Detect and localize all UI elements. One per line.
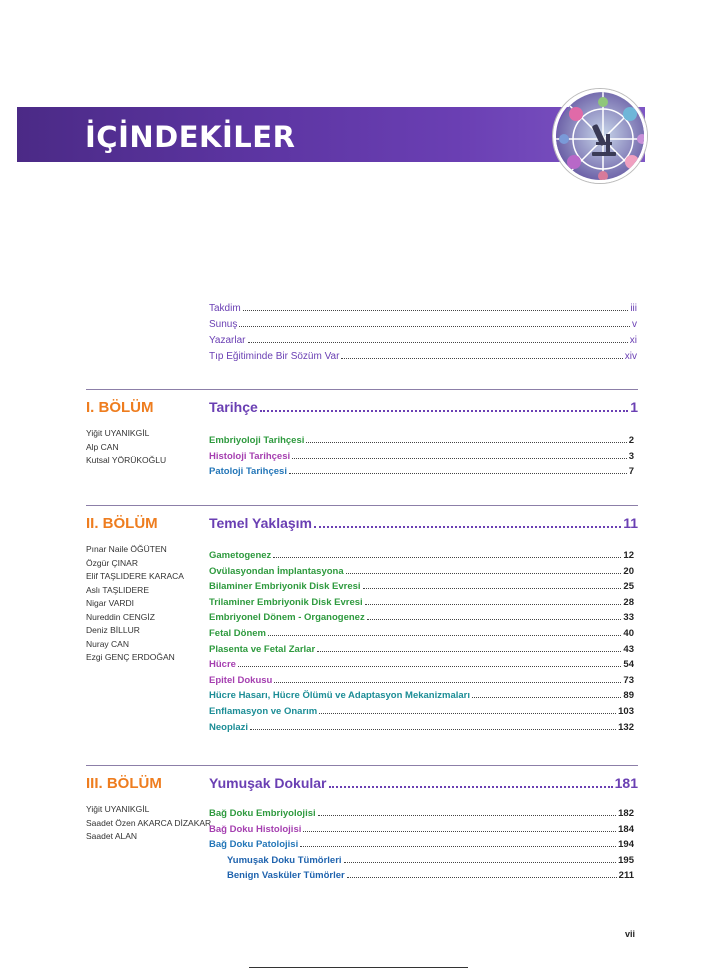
author-name: Kutsal YÖRÜKOĞLU <box>86 455 167 465</box>
front-matter-list <box>209 303 637 367</box>
section-title[interactable] <box>209 399 638 416</box>
toc-entry-page: 2 <box>628 435 634 446</box>
author-name: Ezgi GENÇ ERDOĞAN <box>86 652 175 662</box>
toc-entry[interactable] <box>209 597 634 613</box>
toc-entry-page: 25 <box>623 581 634 593</box>
dot-leader <box>346 573 622 574</box>
author-name: Özgür ÇINAR <box>86 557 138 568</box>
toc-entry-label: Trilaminer Embriyonik Disk Evresi <box>209 596 363 608</box>
toc-entry[interactable] <box>209 675 634 691</box>
toc-entry-label: Plasenta ve Fetal Zarlar <box>209 643 316 655</box>
toc-entry-page: 103 <box>618 705 634 717</box>
toc-entry-page: 28 <box>623 596 634 608</box>
toc-entry-label: Enflamasyon ve Onarım <box>209 705 318 717</box>
toc-entry-label: Hücre <box>209 659 236 671</box>
toc-entry-label: Embriyonel Dönem - Organogenez <box>209 612 365 624</box>
dot-leader <box>289 473 627 474</box>
toc-entry[interactable] <box>209 566 634 582</box>
section-authors <box>86 803 211 844</box>
author-name: Nigar VARDI <box>86 598 135 608</box>
toc-entry-page: iii <box>630 303 637 314</box>
toc-entry-label: Benign Vasküler Tümörler <box>227 870 345 882</box>
section-authors <box>86 543 184 665</box>
toc-entry-page: v <box>632 319 637 330</box>
dot-leader <box>472 697 621 698</box>
dot-leader <box>363 588 622 589</box>
toc-entry-label: Histoloji Tarihçesi <box>209 450 291 462</box>
toc-entry-label: Gametogenez <box>209 550 272 561</box>
toc-entry-page: xiv <box>624 351 637 362</box>
section-divider <box>86 505 638 506</box>
toc-entry-label: Tıp Eğitiminde Bir Sözüm Var <box>209 351 340 362</box>
section-title-text: Tarihçe <box>209 399 258 415</box>
toc-entry-takdim[interactable] <box>209 303 637 319</box>
toc-entry-page: 20 <box>623 565 634 577</box>
toc-entry-label: Embriyoloji Tarihçesi <box>209 435 305 446</box>
dot-leader <box>314 526 621 528</box>
dot-leader <box>300 846 616 847</box>
dot-leader <box>347 877 617 878</box>
page-title: İÇİNDEKİLER <box>85 120 296 154</box>
section-authors <box>86 427 166 468</box>
toc-entry[interactable] <box>209 824 634 840</box>
toc-entry-page: 194 <box>618 839 634 851</box>
dot-leader <box>243 310 629 311</box>
section-label: I. BÖLÜM <box>86 399 154 416</box>
toc-entry[interactable] <box>209 612 634 628</box>
author-name: Nuray CAN <box>86 638 129 649</box>
toc-entry[interactable] <box>209 722 634 738</box>
section-divider <box>86 765 638 766</box>
section-label: III. BÖLÜM <box>86 775 162 792</box>
toc-entry-page: 73 <box>623 674 634 686</box>
author-name: Deniz BİLLUR <box>86 625 140 635</box>
toc-entry-yazarlar[interactable] <box>209 335 637 351</box>
dot-leader <box>344 862 617 863</box>
dot-leader <box>248 342 628 343</box>
toc-entry[interactable] <box>209 808 634 824</box>
author-name: Pınar Naile ÖĞÜTEN <box>86 544 167 554</box>
toc-entry[interactable] <box>209 690 634 706</box>
toc-entry-page: 12 <box>623 550 634 561</box>
section-page: 181 <box>614 775 638 791</box>
section-2 <box>86 505 638 745</box>
author-name: Elif TAŞLIDERE KARACA <box>86 571 184 581</box>
toc-entry[interactable] <box>209 628 634 644</box>
section-label: II. BÖLÜM <box>86 515 158 532</box>
header-band <box>17 107 645 162</box>
author-name: Yiğit UYANIKGİL <box>86 428 150 438</box>
section-title[interactable] <box>209 775 638 792</box>
toc-entry[interactable] <box>209 644 634 660</box>
toc-entry[interactable] <box>209 581 634 597</box>
toc-entry-page: 89 <box>623 690 634 702</box>
author-name: Nureddin CENGİZ <box>86 611 155 622</box>
toc-entry[interactable] <box>209 466 634 482</box>
toc-entry[interactable] <box>209 659 634 675</box>
toc-entry-page: 43 <box>623 643 634 655</box>
toc-entry-sub[interactable] <box>209 870 634 886</box>
toc-entry-page: 54 <box>623 659 634 671</box>
toc-entry-page: 3 <box>628 450 634 462</box>
dot-leader <box>239 326 630 327</box>
toc-entry-label: Bağ Doku Embriyolojisi <box>209 808 316 819</box>
dot-leader <box>268 635 621 636</box>
section-entries <box>209 808 634 886</box>
toc-entry-page: 211 <box>618 870 634 882</box>
toc-entry[interactable] <box>209 706 634 722</box>
section-1 <box>86 389 638 489</box>
toc-entry-label: Bağ Doku Patolojisi <box>209 839 299 851</box>
dot-leader <box>273 557 621 558</box>
toc-entry-label: Ovülasyondan İmplantasyona <box>209 565 344 577</box>
toc-entry-label: Takdim <box>209 303 241 314</box>
dot-leader <box>250 729 616 730</box>
toc-entry-label: Yazarlar <box>209 335 246 346</box>
author-name: Alp CAN <box>86 441 119 452</box>
section-page: 11 <box>623 515 638 531</box>
dot-leader <box>238 666 621 667</box>
toc-entry-tip-egitimi[interactable] <box>209 351 637 367</box>
dot-leader <box>306 442 626 443</box>
section-3 <box>86 765 638 895</box>
section-entries <box>209 550 634 737</box>
toc-entry-label: Neoplazi <box>209 721 249 733</box>
dot-leader <box>341 358 622 359</box>
dot-leader <box>260 410 628 412</box>
toc-entry-page: 195 <box>618 854 634 866</box>
section-entries <box>209 435 634 482</box>
dot-leader <box>292 458 627 459</box>
dot-leader <box>303 831 616 832</box>
dot-leader <box>317 651 621 652</box>
dot-leader <box>329 786 613 788</box>
dot-leader <box>367 619 622 620</box>
toc-entry-label: Patoloji Tarihçesi <box>209 466 287 478</box>
section-title-text: Temel Yaklaşım <box>209 515 312 531</box>
toc-entry[interactable] <box>209 451 634 467</box>
author-name: Saadet Özen AKARCA DİZAKAR <box>86 817 212 828</box>
author-name: Aslı TAŞLIDERE <box>86 584 149 595</box>
footer-divider <box>249 967 468 968</box>
toc-entry[interactable] <box>209 839 634 855</box>
page-number: vii <box>625 929 636 939</box>
microscope-emblem-icon <box>553 89 647 183</box>
toc-entry-page: 182 <box>618 808 634 819</box>
toc-entry-page: 33 <box>623 612 634 624</box>
toc-entry-page: xi <box>629 335 637 346</box>
dot-leader <box>319 713 616 714</box>
toc-entry-label: Hücre Hasarı, Hücre Ölümü ve Adaptasyon Mekanizmaları <box>209 690 470 702</box>
toc-entry[interactable] <box>209 550 634 566</box>
dot-leader <box>365 604 622 605</box>
toc-entry-label: Bağ Doku Histolojisi <box>209 823 302 835</box>
toc-entry-page: 7 <box>628 466 634 478</box>
section-title-text: Yumuşak Dokular <box>209 775 327 791</box>
toc-entry-page: 132 <box>618 721 634 733</box>
dot-leader <box>274 682 621 683</box>
toc-entry[interactable] <box>209 435 634 451</box>
toc-entry-page: 184 <box>618 823 634 835</box>
toc-entry-label: Fetal Dönem <box>209 627 267 639</box>
toc-entry-label: Sunuş <box>209 319 238 330</box>
dot-leader <box>318 815 617 816</box>
section-title[interactable] <box>209 515 638 532</box>
toc-entry-label: Epitel Dokusu <box>209 674 273 686</box>
author-name: Saadet ALAN <box>86 831 138 841</box>
author-name: Yiğit UYANIKGİL <box>86 804 150 814</box>
section-divider <box>86 389 638 390</box>
toc-entry-label: Yumuşak Doku Tümörleri <box>227 854 342 866</box>
toc-entry-page: 40 <box>623 627 634 639</box>
toc-entry-label: Bilaminer Embriyonik Disk Evresi <box>209 581 361 593</box>
toc-entry-sunus[interactable] <box>209 319 637 335</box>
toc-entry-sub[interactable] <box>209 855 634 871</box>
section-page: 1 <box>630 399 638 415</box>
